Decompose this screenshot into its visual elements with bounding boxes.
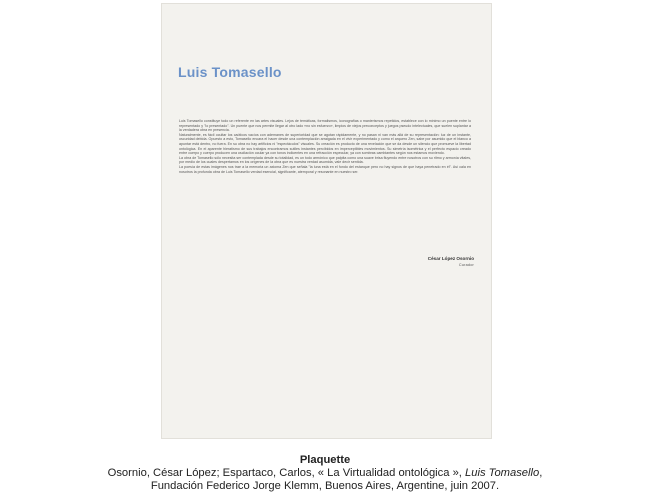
caption-citation-line-1 xyxy=(0,467,650,480)
citation-separator: , xyxy=(539,467,543,479)
citation-authors-title: Osornio, César López; Espartaco, Carlos, « La Virtualidad ontológica », xyxy=(107,467,466,479)
document-title: Luis Tomasello xyxy=(178,64,282,80)
body-paragraph: La obra de Tomasello sólo necesita ser contemplada desde su totalidad, es un todo armónico que palpita como una suave brisa fluyendo entre nosotros con su ritmo y armonía vitales, por medio de los cuales despertamos en los orígenes de la obra que es nuestra verdad asumida, vale decir sentida. xyxy=(179,155,471,165)
figure-caption xyxy=(0,454,650,493)
document-body xyxy=(179,119,471,174)
caption-citation-line-2: Fundación Federico Jorge Klemm, Buenos Aires, Argentine, juin 2007. xyxy=(150,480,500,492)
body-paragraph: La poesía de estas imágenes nos trae a la memoria un axioma Zen que señala "la luna está en el fondo del estanque pero no hay signos de que haya penetrado en él". Así cala en nosotros la profunda obra de Luis Tomasello verdad esencial, significante, atemporal y resonante en nuestro ser. xyxy=(179,164,471,174)
citation-publication-title: Luis Tomasello xyxy=(465,467,540,479)
signature-role: Curador xyxy=(458,263,474,267)
body-paragraph: Luis Tomasello constituye todo un referente en las artes visuales. Lejos de temáticas, formalismos, iconografías o manierismos repetidos, establece con lo mínimo un puente entre lo representado y "lo presentado". Un puente que nos permite llegar al otro lado «no sin esfuerzo», limpios de viejos preconceptos y juegos pseudo intelectuales, que suelen suplantar a la verdadera obra en presencia. xyxy=(179,119,471,133)
document-scan xyxy=(161,3,492,439)
caption-label: Plaquette xyxy=(299,454,351,466)
signature-name: César López Osornio xyxy=(427,256,474,261)
body-paragraph: Naturalmente, es fácil ocultar los caóticos vacíos con ademanes de superioridad que se agotan rápidamente, y no pasan ni van más allá de su representación: luz de un instante, oscuridad debida. Opuesto a esto, Tomasello encara el hacer desde una contemplación arraigada en el vivir experimentado y como el arquero Zen, sabe por asumido que el blanco a apuntar está dentro, no fuera. En su obra no hay artificios ni "espectáculos" visuales. Su creación es producto de una revelación que se da desde un silencio que promueve la libertad ontológica. En el aparente hieratismo de sus trabajos encontramos sutiles instantes percibidos en imperceptibles movimientos. Su simetría isométrica y el perfecto espacio creado entre cuerpo y cuerpo producen una oscilación ocular ya con tonos indicentes en una refracción especular, ya con sombras cambiantes según nos estamos moviendo. xyxy=(179,132,471,156)
signature-block xyxy=(428,256,474,267)
